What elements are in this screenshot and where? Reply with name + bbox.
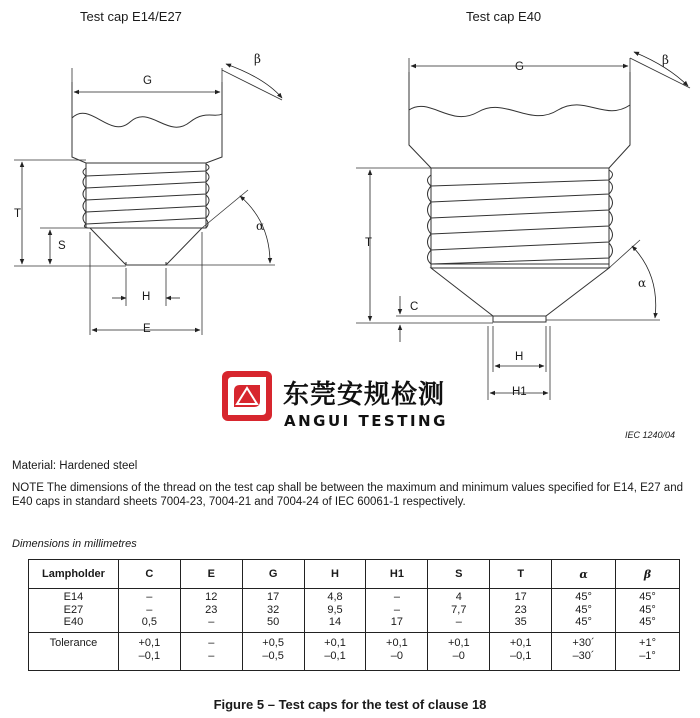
tol-alpha-upper: +30´ bbox=[572, 636, 595, 649]
g-cell bbox=[242, 589, 304, 633]
left-label-s: S bbox=[58, 240, 66, 252]
tol-c-lower: –0,1 bbox=[138, 650, 161, 662]
right-cap-title: Test cap E40 bbox=[466, 9, 542, 24]
alpha-cell bbox=[552, 589, 616, 633]
lampholder-cell bbox=[29, 589, 119, 633]
tol-e-lower: – bbox=[208, 650, 215, 662]
right-label-beta: β bbox=[662, 53, 669, 67]
tol-h1-upper: +0,1 bbox=[386, 636, 408, 649]
tol-alpha-lower: –30´ bbox=[572, 650, 595, 662]
tol-e-upper: – bbox=[208, 636, 215, 649]
cell-e27-e: 23 bbox=[205, 603, 218, 616]
table-data-rows bbox=[29, 589, 680, 633]
units-label: Dimensions in millimetres bbox=[12, 538, 137, 550]
cell-e27-h1: – bbox=[393, 603, 400, 616]
right-cap-drawing bbox=[356, 58, 690, 400]
tol-g bbox=[242, 632, 304, 670]
cell-e14-t: 17 bbox=[514, 591, 527, 603]
cell-e27-c: – bbox=[146, 603, 153, 616]
right-label-h: H bbox=[515, 351, 524, 363]
tol-c-upper: +0,1 bbox=[138, 636, 161, 649]
left-label-t: T bbox=[14, 208, 22, 220]
dimensions-table bbox=[28, 559, 680, 671]
right-label-g: G bbox=[515, 61, 524, 73]
cell-e40-c: 0,5 bbox=[141, 616, 158, 628]
cell-e40-h1: 17 bbox=[390, 616, 404, 628]
cell-e27-t: 23 bbox=[514, 603, 527, 616]
cell-e40-beta: 45° bbox=[639, 616, 656, 628]
header-t: T bbox=[490, 560, 552, 589]
cell-e27-h: 9,5 bbox=[327, 603, 343, 616]
cell-e27-lampholder: E27 bbox=[63, 603, 84, 616]
e-cell bbox=[180, 589, 242, 633]
tol-c bbox=[118, 632, 180, 670]
t-cell bbox=[490, 589, 552, 633]
tol-h-upper: +0,1 bbox=[324, 636, 346, 649]
left-label-beta: β bbox=[254, 52, 261, 66]
cell-e27-alpha: 45° bbox=[575, 603, 592, 616]
tol-e bbox=[180, 632, 242, 670]
logo-chinese-text: 东莞安规检测 bbox=[283, 379, 446, 409]
tol-beta-upper: +1° bbox=[639, 636, 656, 649]
cell-e40-e: – bbox=[208, 616, 215, 628]
cell-e14-beta: 45° bbox=[639, 591, 656, 603]
tol-h1-lower: –0 bbox=[390, 650, 404, 662]
left-label-e: E bbox=[143, 323, 151, 335]
tol-t-upper: +0,1 bbox=[509, 636, 532, 649]
cell-e40-alpha: 45° bbox=[575, 616, 592, 628]
header-h: H bbox=[304, 560, 366, 589]
tol-s-upper: +0,1 bbox=[447, 636, 470, 649]
table-header-row bbox=[29, 560, 680, 589]
note-text: NOTE The dimensions of the thread on the test cap shall be between the maximum and minimum values specified for E14, E27 and E40 caps in standard sheets 7004-23, 7004-21 and 7004-24 of IEC 60061-1 respectively. bbox=[12, 482, 683, 508]
header-beta: β bbox=[616, 560, 680, 589]
cell-e14-lampholder: E14 bbox=[63, 591, 84, 603]
tol-beta bbox=[616, 632, 680, 670]
tolerance-row bbox=[29, 632, 680, 670]
header-e: E bbox=[180, 560, 242, 589]
right-label-t: T bbox=[365, 237, 373, 249]
s-cell bbox=[428, 589, 490, 633]
cell-e14-alpha: 45° bbox=[575, 591, 592, 603]
cell-e40-t: 35 bbox=[514, 616, 527, 628]
tol-beta-lower: –1° bbox=[639, 650, 656, 662]
right-label-h1: H1 bbox=[512, 386, 527, 398]
header-alpha: α bbox=[552, 560, 616, 589]
cell-e40-g: 50 bbox=[267, 616, 280, 628]
left-label-alpha: α bbox=[256, 219, 265, 233]
tol-s-lower: –0 bbox=[452, 650, 465, 662]
h1-cell bbox=[366, 589, 428, 633]
cell-e27-g: 32 bbox=[267, 603, 280, 616]
c-cell bbox=[118, 589, 180, 633]
tol-h1 bbox=[366, 632, 428, 670]
header-c: C bbox=[118, 560, 180, 589]
left-cap-title: Test cap E14/E27 bbox=[80, 9, 182, 24]
iec-reference: IEC 1240/04 bbox=[625, 430, 676, 440]
logo-english-text: ANGUI TESTING bbox=[284, 412, 448, 430]
material-text: Material: Hardened steel bbox=[12, 460, 138, 472]
cell-e14-c: – bbox=[146, 591, 153, 603]
header-s: S bbox=[428, 560, 490, 589]
header-g: G bbox=[242, 560, 304, 589]
cell-e27-s: 7,7 bbox=[451, 603, 467, 616]
right-dimension-lines bbox=[370, 52, 688, 393]
header-h1: H1 bbox=[366, 560, 428, 589]
tol-g-lower: –0,5 bbox=[262, 650, 284, 662]
tol-t bbox=[490, 632, 552, 670]
tol-s bbox=[428, 632, 490, 670]
header-lampholder: Lampholder bbox=[29, 560, 119, 589]
h-cell bbox=[304, 589, 366, 633]
figure-caption: Figure 5 – Test caps for the test of clause 18 bbox=[213, 697, 487, 712]
left-label-g: G bbox=[143, 75, 152, 87]
tol-g-upper: +0,5 bbox=[262, 636, 284, 649]
tolerance-label: Tolerance bbox=[29, 632, 119, 670]
cell-e27-beta: 45° bbox=[639, 603, 656, 616]
beta-cell bbox=[616, 589, 680, 633]
cell-e14-g: 17 bbox=[267, 591, 280, 603]
cell-e40-s: – bbox=[455, 616, 462, 628]
tol-h bbox=[304, 632, 366, 670]
angui-logo-mark bbox=[222, 371, 272, 421]
cell-e14-h: 4,8 bbox=[327, 591, 343, 603]
tol-alpha bbox=[552, 632, 616, 670]
tol-h-lower: –0,1 bbox=[324, 650, 346, 662]
cell-e40-lampholder: E40 bbox=[63, 616, 84, 628]
cell-e40-h: 14 bbox=[328, 616, 342, 628]
right-label-c: C bbox=[410, 301, 419, 313]
right-label-alpha: α bbox=[638, 276, 647, 290]
left-label-h: H bbox=[142, 291, 151, 303]
tol-t-lower: –0,1 bbox=[509, 650, 532, 662]
cell-e14-e: 12 bbox=[205, 591, 218, 603]
cell-e14-s: 4 bbox=[455, 591, 462, 603]
cell-e14-h1: – bbox=[393, 591, 400, 603]
